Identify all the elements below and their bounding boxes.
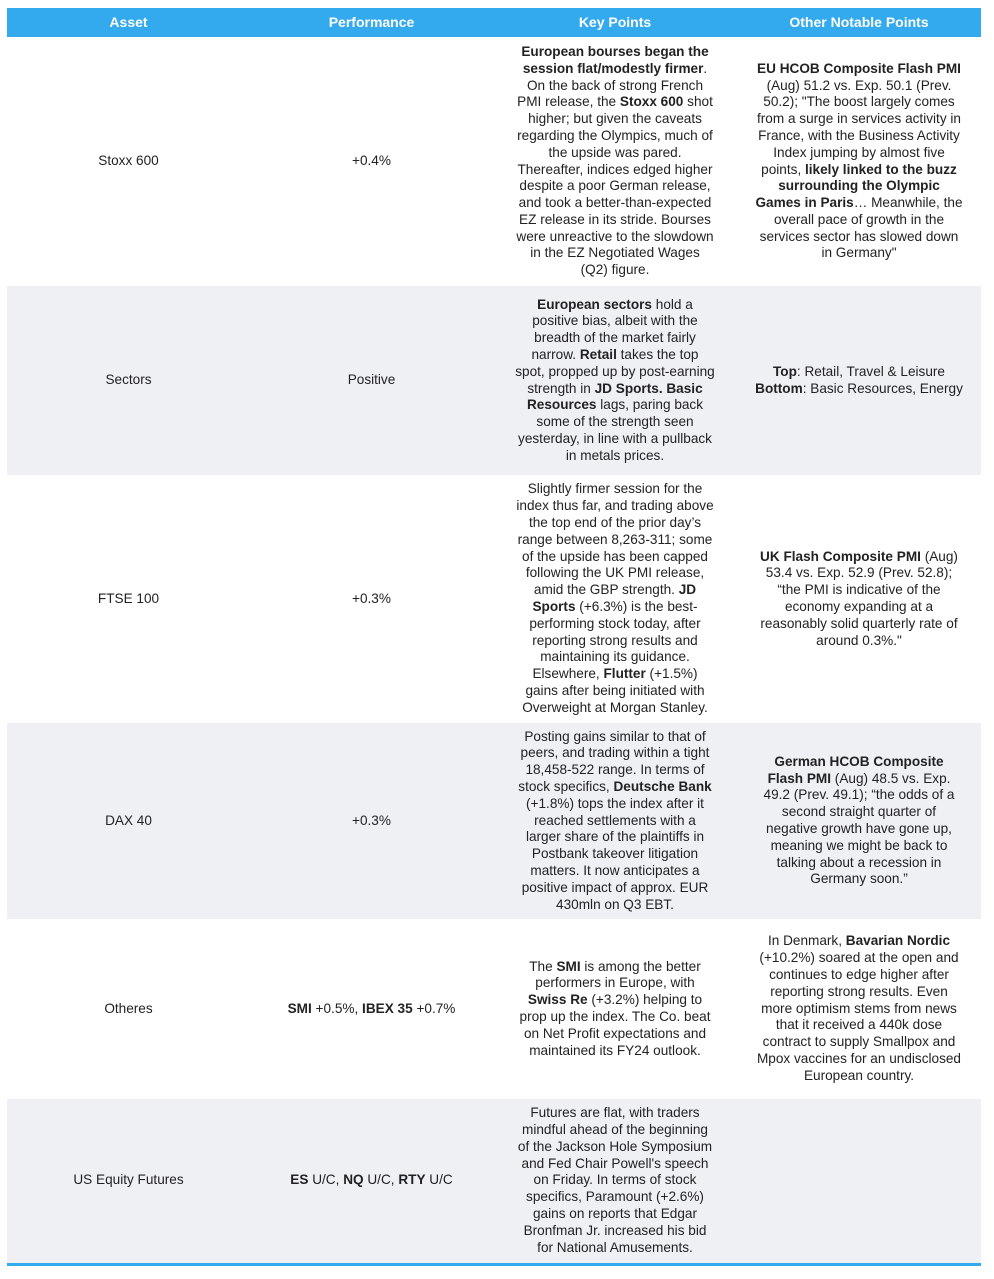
text-segment: (+1.8%) tops the index after it reached settlements with a larger share of the plaintiffs in Postbank takeover litigation matters. It now anticipates a positive impact of approx. EUR 430mln on Q3 EBT. [521, 795, 709, 912]
text-segment: (+6.3%) is the best-performing stock today, after reporting strong results and maintaining its guidance. Elsewhere, [529, 599, 701, 682]
bold-text-segment: JD Sports [532, 582, 697, 614]
bold-text-segment: European sectors [537, 296, 652, 312]
text-segment: (+3.2%) helping to prop up the index. The Co. beat on Net Profit expectations and maintained its FY24 outlook. [519, 992, 711, 1058]
text-segment: U/C, [363, 1172, 399, 1188]
text-segment: The [529, 958, 557, 974]
text-segment: U/C [425, 1172, 453, 1188]
asset-cell: US Equity Futures [7, 1099, 250, 1264]
header-row [7, 8, 981, 37]
bold-text-segment: RTY [398, 1172, 426, 1188]
text-segment: Futures are flat, with traders mindful ahead of the beginning of the Jackson Hole Symposium and Fed Chair Powell's speech on Friday. In terms of stock specifics, Paramount (+2.6%) gains on reports that Edgar Bronfman Jr. increased his bid for National Amusements. [517, 1105, 713, 1255]
table-row [7, 286, 981, 475]
asset-cell: Otheres [7, 919, 250, 1099]
text-segment: hold a positive bias, albeit with the breadth of the market fairly narrow. [531, 296, 698, 362]
table-row [7, 37, 981, 286]
table-row [7, 475, 981, 723]
text-segment: : Retail, Travel & Leisure [796, 363, 945, 379]
key-points-cell [493, 1099, 737, 1264]
notable-points-cell [737, 723, 981, 919]
key-points-cell [493, 286, 737, 475]
bold-text-segment: German HCOB Composite Flash PMI [767, 753, 944, 786]
text-segment: (+1.5%) gains after being initiated with Overweight at Morgan Stanley. [522, 666, 708, 715]
bold-text-segment: Bottom [755, 380, 803, 396]
bold-text-segment: UK Flash Composite PMI [760, 548, 921, 564]
bold-text-segment: SMI [287, 1000, 312, 1016]
text-segment: +0.7% [412, 1000, 456, 1016]
table-row [7, 919, 981, 1099]
text-segment: U/C, [308, 1172, 344, 1188]
performance-cell: +0.3% [250, 475, 493, 723]
bold-text-segment: ES [290, 1172, 309, 1188]
text-segment: is among the better performers in Europe, with [535, 958, 701, 991]
bold-text-segment: Top [773, 363, 797, 379]
asset-cell: Sectors [7, 286, 250, 475]
text-segment: (+10.2%) soared at the open and continues to edge higher after reporting strong results. Even more optimism stems from news that it received a 440k dose contract to supply Smallpox and Mpox vaccines for an undisclosed European country. [756, 950, 961, 1083]
market-summary-table [7, 8, 981, 1266]
text-segment: takes the top spot, propped up by post-earning strength in [515, 346, 715, 396]
performance-cell: +0.3% [250, 723, 493, 919]
text-segment: … Meanwhile, the overall pace of growth in the services sector has slowed down in Germany" [759, 195, 963, 261]
bold-text-segment: Bavarian Nordic [845, 933, 951, 949]
key-points-cell [493, 919, 737, 1099]
bold-text-segment: EU HCOB Composite Flash PMI [757, 60, 961, 76]
bold-text-segment: likely linked to the buzz surrounding the Olympic Games in Paris [755, 161, 957, 211]
asset-cell: FTSE 100 [7, 475, 250, 723]
text-segment: (Aug) 53.4 vs. Exp. 52.9 (Prev. 52.8); “the PMI is indicative of the economy expanding at a reasonably solid quarterly rate of around 0.3%." [760, 548, 958, 648]
performance-cell: +0.4% [250, 37, 493, 286]
bold-text-segment: JD Sports. Basic Resources [526, 380, 703, 413]
text-segment: shot higher; but given the caveats regarding the Olympics, much of the upside was pared. Thereafter, indices edged higher despite a poor German release, and took a better-than-expected EZ release in its stride. Bourses were unreactive to the slowdown in the EZ Negotiated Wages (Q2) figure. [516, 94, 714, 278]
text-segment: +0.5%, [311, 1000, 363, 1016]
bold-text-segment: Retail [579, 346, 617, 362]
text-segment: . On the back of strong French PMI release, the [517, 60, 708, 110]
bold-text-segment: Stoxx 600 [619, 94, 684, 110]
key-points-cell [493, 475, 737, 723]
notable-points-cell [737, 1099, 981, 1264]
text-segment: In Denmark, [767, 933, 846, 949]
asset-cell: Stoxx 600 [7, 37, 250, 286]
text-segment: (Aug) 48.5 vs. Exp. 49.2 (Prev. 49.1); “the odds of a second straight quarter of negative growth have gone up, meaning we might be back to talking about a recession in Germany soon.” [763, 770, 955, 887]
bold-text-segment: European bourses began the session flat/modestly firmer [521, 43, 709, 76]
performance-cell [250, 919, 493, 1099]
bold-text-segment: SMI [556, 958, 581, 974]
text-segment: : Basic Resources, Energy [802, 380, 963, 396]
bold-text-segment: Flutter [603, 666, 646, 682]
asset-cell: DAX 40 [7, 723, 250, 919]
bold-text-segment: Deutsche Bank [613, 779, 712, 794]
table-header [7, 8, 981, 37]
notable-points-cell [737, 286, 981, 475]
text-segment: Slightly firmer session for the index thus far, and trading above the top end of the prior day’s range between 8,263-311; some of the upside has been capped following the UK PMI release, amid the GBP strength. [516, 481, 714, 598]
key-points-cell [493, 37, 737, 286]
table-row [7, 723, 981, 919]
text-segment: (Aug) 51.2 vs. Exp. 50.1 (Prev. 50.2); "The boost largely comes from a surge in services activity in France, with the Business Activity Index jumping by almost five points, [757, 77, 961, 177]
header-other-notable-points: Other Notable Points [737, 8, 981, 37]
performance-cell [250, 1099, 493, 1264]
header-key-points: Key Points [493, 8, 737, 37]
performance-cell: Positive [250, 286, 493, 475]
header-asset: Asset [7, 8, 250, 37]
header-performance: Performance [250, 8, 493, 37]
text-segment: lags, paring back some of the strength seen yesterday, in line with a pullback in metals prices. [518, 397, 712, 463]
bold-text-segment: Swiss Re [527, 992, 588, 1008]
bold-text-segment: NQ [343, 1172, 364, 1188]
key-points-cell [493, 723, 737, 919]
bold-text-segment: IBEX 35 [362, 1000, 413, 1016]
table-row [7, 1099, 981, 1264]
text-segment: Posting gains similar to that of peers, and trading within a tight 18,458-522 range. In terms of stock specifics, [518, 728, 710, 794]
notable-points-cell [737, 37, 981, 286]
notable-points-cell [737, 475, 981, 723]
notable-points-cell [737, 919, 981, 1099]
